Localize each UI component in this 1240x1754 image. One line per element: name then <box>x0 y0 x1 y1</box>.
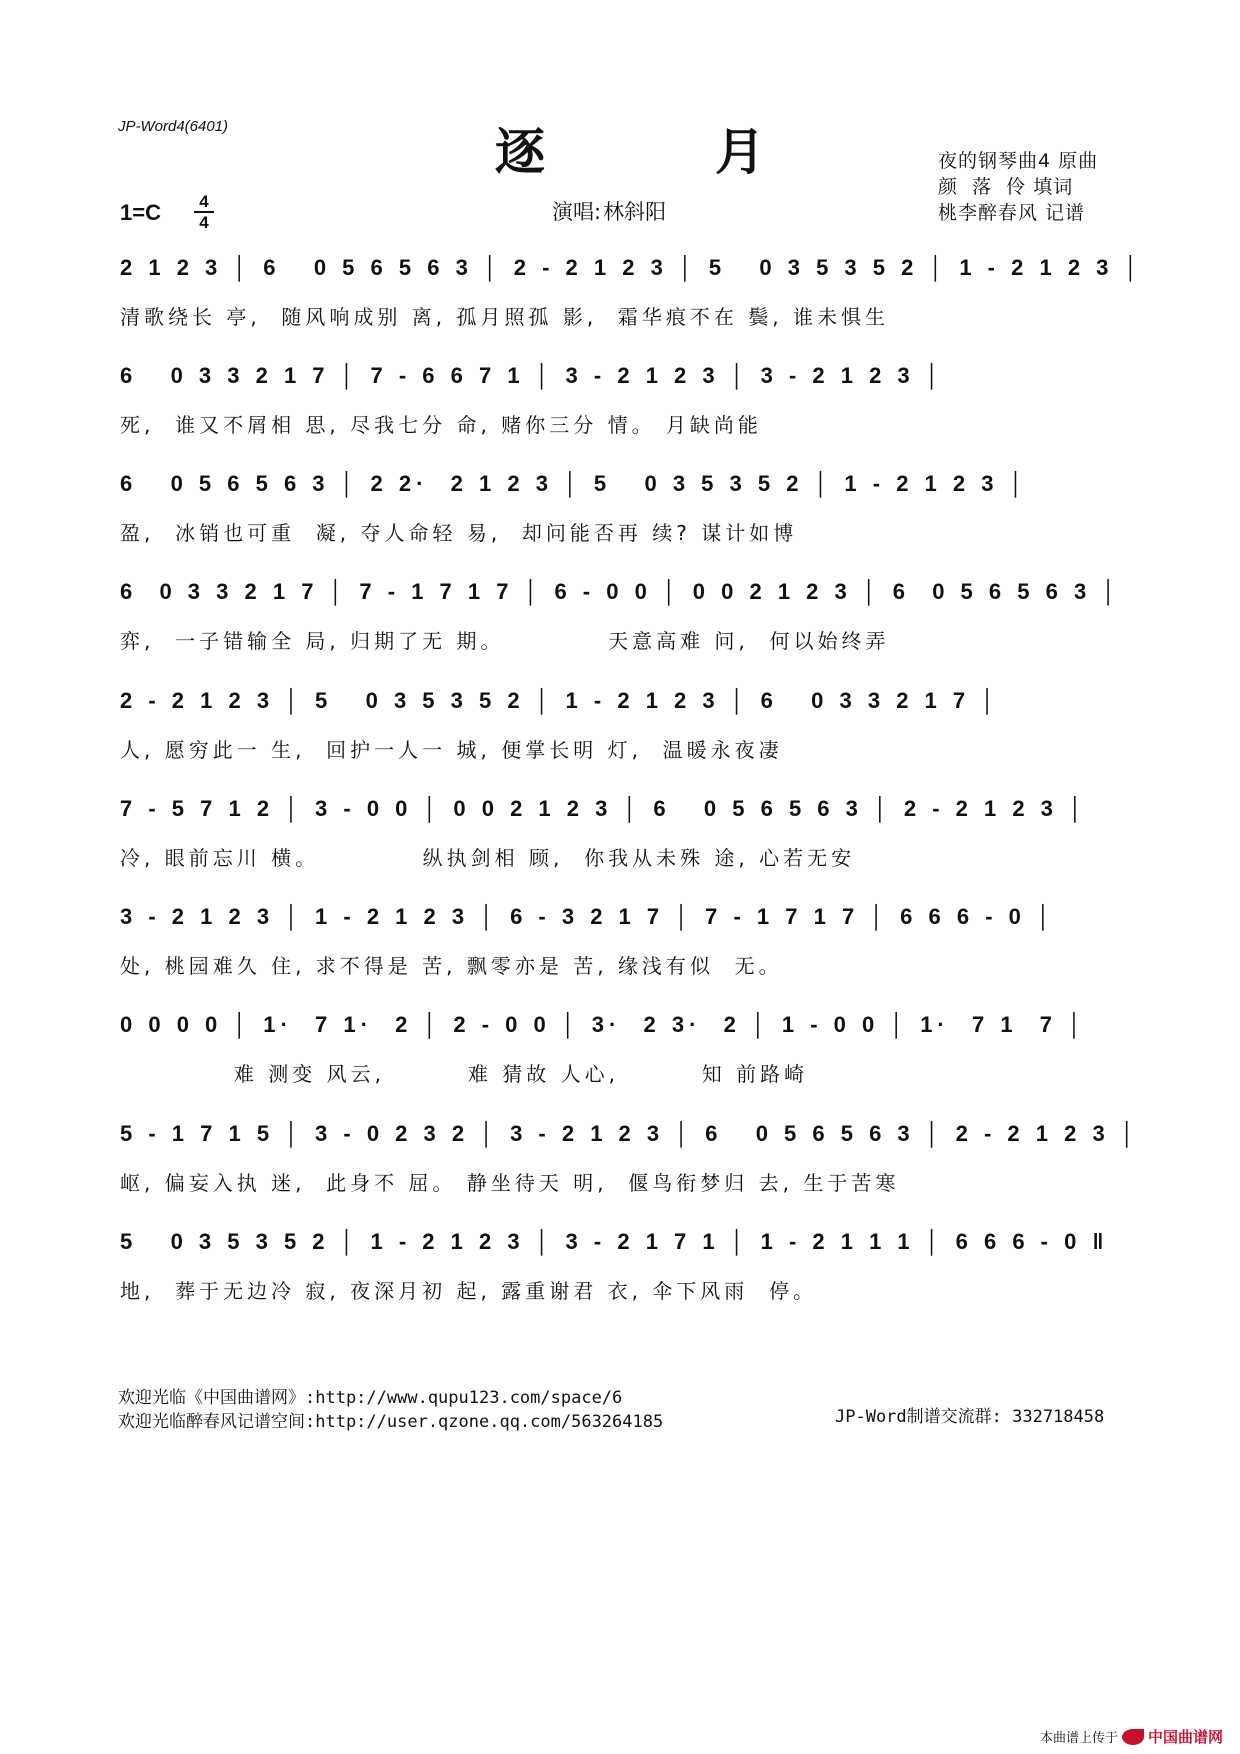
singer-credit <box>550 196 666 226</box>
site-name: 中国曲谱网 <box>1148 1728 1224 1746</box>
lyrics-line: 地, 葬于无边冷 寂, 夜深月初 起, 露重谢君 衣, 伞下风雨 停。 <box>120 1279 818 1303</box>
title-char-2: 月 <box>715 122 765 181</box>
lyrics-line: 难 测变 风云, 难 猜故 人心, 知 前路崎 <box>120 1062 809 1086</box>
upload-label: 本曲谱上传于 <box>1040 1731 1119 1746</box>
notes-line: 5 - 1 7 1 5 │ 3 - 0 2 3 2 │ 3 - 2 1 2 3 │ 6 0 5 6 5 6 3 │ 2 - 2 1 2 3 │ <box>120 1121 1140 1146</box>
credits <box>938 148 1098 226</box>
credit-lyricist: 颜 落 伶 填词 <box>938 176 1074 198</box>
footer-group: JP-Word制谱交流群: 332718458 <box>835 1407 1105 1427</box>
notes-line: 6 0 5 6 5 6 3 │ 2 2· 2 1 2 3 │ 5 0 3 5 3 5 2 │ 1 - 2 1 2 3 │ <box>120 471 1029 496</box>
time-denominator: 4 <box>199 213 209 232</box>
software-label: JP-Word4(6401) <box>118 118 229 135</box>
notes-line: 5 0 3 5 3 5 2 │ 1 - 2 1 2 3 │ 3 - 2 1 7 1 │ 1 - 2 1 1 1 │ 6 6 6 - 0 ‖ <box>120 1229 1109 1254</box>
upload-credit <box>1040 1726 1223 1747</box>
lyrics-line: 盈, 冰销也可重 凝, 夺人命轻 易, 却问能否再 续? 谋计如博 <box>120 521 798 545</box>
credit-transcriber: 桃李醉春风 记谱 <box>938 202 1086 224</box>
song-title <box>495 112 765 184</box>
time-numerator: 4 <box>199 192 209 211</box>
site-logo-icon <box>1122 1729 1144 1745</box>
credit-original: 夜的钢琴曲4 原曲 <box>938 150 1099 172</box>
lyrics-line: 死, 谁又不屑相 思, 尽我七分 命, 赌你三分 情。 月缺尚能 <box>120 413 762 437</box>
notes-line: 6 0 3 3 2 1 7 │ 7 - 1 7 1 7 │ 6 - 0 0 │ 0 0 2 1 2 3 │ 6 0 5 6 5 6 3 │ <box>120 579 1122 604</box>
lyrics-line: 弈, 一子错输全 局, 归期了无 期。 天意高难 问, 何以始终弄 <box>120 629 890 653</box>
footer-links <box>118 1386 663 1434</box>
footer-link-qupu[interactable]: 欢迎光临《中国曲谱网》:http://www.qupu123.com/space/6 <box>118 1388 623 1408</box>
title-char-1: 逐 <box>495 122 545 181</box>
notes-line: 0 0 0 0 │ 1· 7 1· 2 │ 2 - 0 0 │ 3· 2 3· 2 │ 1 - 0 0 │ 1· 7 1 7 │ <box>120 1012 1087 1037</box>
notes-line: 7 - 5 7 1 2 │ 3 - 0 0 │ 0 0 2 1 2 3 │ 6 0 5 6 5 6 3 │ 2 - 2 1 2 3 │ <box>120 796 1088 821</box>
notes-line: 2 1 2 3 │ 6 0 5 6 5 6 3 │ 2 - 2 1 2 3 │ 5 0 3 5 3 5 2 │ 1 - 2 1 2 3 │ <box>120 255 1144 280</box>
singer-name: 林斜阳 <box>603 200 667 224</box>
notes-line: 6 0 3 3 2 1 7 │ 7 - 6 6 7 1 │ 3 - 2 1 2 3 │ 3 - 2 1 2 3 │ <box>120 363 945 388</box>
lyrics-line: 清歌绕长 亭, 随风响成别 离, 孤月照孤 影, 霜华痕不在 鬓, 谁未惧生 <box>120 305 890 329</box>
lyrics-line: 人, 愿穷此一 生, 回护一人一 城, 便掌长明 灯, 温暖永夜凄 <box>120 738 783 762</box>
time-signature <box>192 193 216 231</box>
singer-label: 演唱: <box>552 200 602 224</box>
lyrics-line: 冷, 眼前忘川 横。 纵执剑相 顾, 你我从未殊 途, 心若无安 <box>120 846 856 870</box>
lyrics-line: 处, 桃园难久 住, 求不得是 苦, 飘零亦是 苦, 缘浅有似 无。 <box>120 954 783 978</box>
key-signature: 1=C <box>120 200 161 225</box>
footer-link-qzone[interactable]: 欢迎光临醉春风记谱空间:http://user.qzone.qq.com/563264185 <box>118 1412 664 1432</box>
lyrics-line: 岖, 偏妄入执 迷, 此身不 屈。 静坐待天 明, 偃鸟衔梦归 去, 生于苦寒 <box>120 1171 900 1195</box>
notes-line: 2 - 2 1 2 3 │ 5 0 3 5 3 5 2 │ 1 - 2 1 2 3 │ 6 0 3 3 2 1 7 │ <box>120 688 1001 713</box>
notes-line: 3 - 2 1 2 3 │ 1 - 2 1 2 3 │ 6 - 3 2 1 7 │ 7 - 1 7 1 7 │ 6 6 6 - 0 │ <box>120 904 1056 929</box>
